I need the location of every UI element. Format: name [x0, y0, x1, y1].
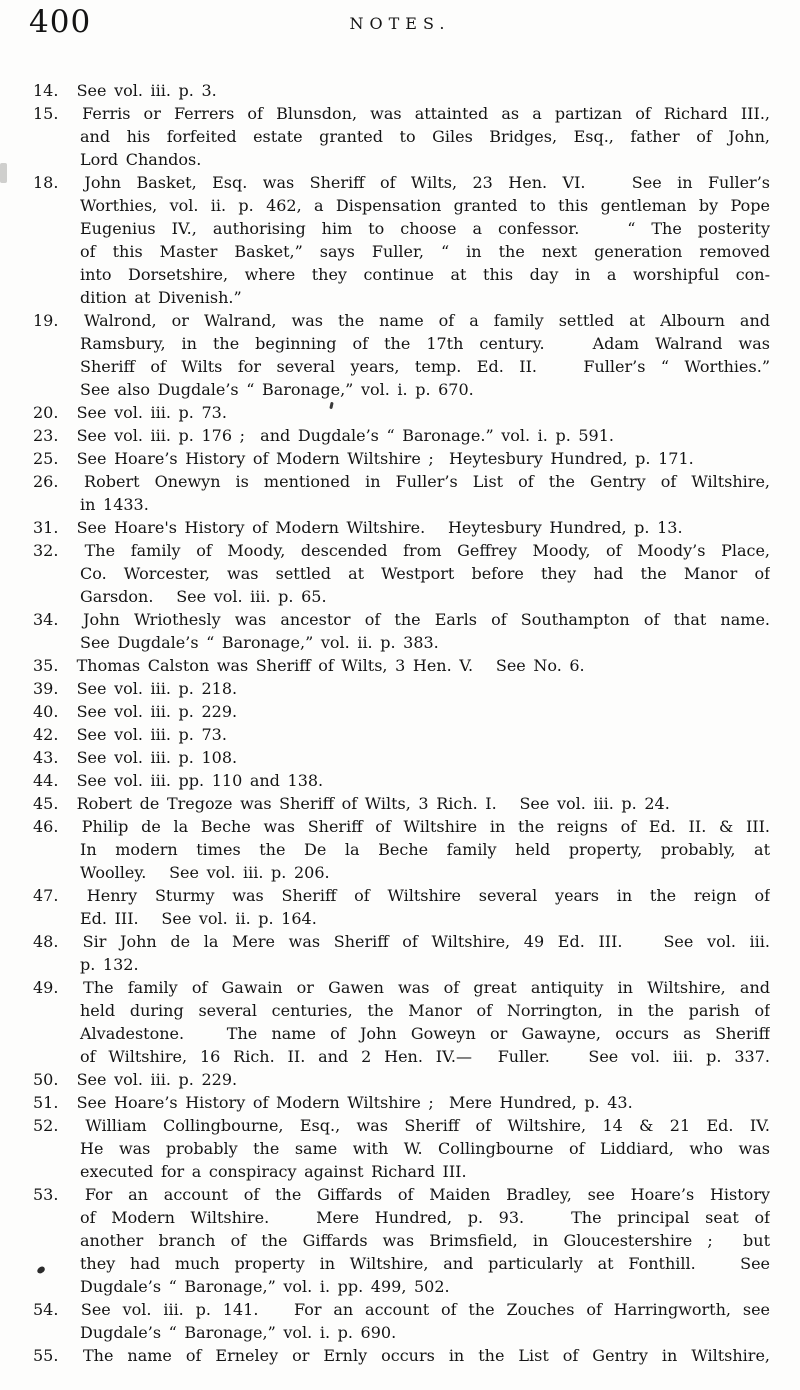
note-line: 39. See vol. iii. p. 218. — [33, 679, 238, 698]
note-line: another branch of the Giffards was Brimsfield, in Gloucestershire ; but — [80, 1231, 770, 1250]
note-line: p. 132. — [80, 955, 139, 974]
note-number: 50. — [33, 1070, 59, 1089]
note-number: 15. — [33, 104, 59, 123]
note-line: 19. Walrond, or Walrand, was the name of a family settled at Albourn and — [33, 311, 770, 330]
note-number: 55. — [33, 1346, 59, 1365]
note-line: Ramsbury, in the beginning of the 17th century. Adam Walrand was — [80, 334, 770, 353]
note-item — [33, 424, 770, 447]
scan-edge-mark-artifact — [0, 163, 7, 183]
note-item — [33, 470, 770, 516]
note-number: 18. — [33, 173, 59, 192]
note-line: 47. Henry Sturmy was Sheriff of Wiltshire several years in the reign of — [33, 886, 770, 905]
note-item — [33, 792, 770, 815]
note-number: 32. — [33, 541, 59, 560]
note-number: 46. — [33, 817, 59, 836]
notes-list — [33, 79, 770, 1367]
note-number: 49. — [33, 978, 59, 997]
note-line: they had much property in Wiltshire, and particularly at Fonthill. See — [80, 1254, 770, 1273]
note-number: 14. — [33, 81, 59, 100]
note-number: 35. — [33, 656, 59, 675]
note-line: 48. Sir John de la Mere was Sheriff of Wiltshire, 49 Ed. III. See vol. iii. — [33, 932, 770, 951]
note-line: 14. See vol. iii. p. 3. — [33, 81, 217, 100]
note-line: 42. See vol. iii. p. 73. — [33, 725, 227, 744]
note-number: 47. — [33, 886, 59, 905]
note-line: 18. John Basket, Esq. was Sheriff of Wilts, 23 Hen. VI. See in Fuller’s — [33, 173, 770, 192]
note-line: in 1433. — [80, 495, 149, 514]
note-line: 34. John Wriothesly was ancestor of the Earls of Southampton of that name. — [33, 610, 770, 629]
note-item — [33, 1091, 770, 1114]
note-item — [33, 1114, 770, 1183]
note-item — [33, 677, 770, 700]
note-line: 46. Philip de la Beche was Sheriff of Wiltshire in the reigns of Ed. II. & III. — [33, 817, 770, 836]
note-line: 20. See vol. iii. p. 73. — [33, 403, 227, 422]
note-number: 44. — [33, 771, 59, 790]
note-number: 23. — [33, 426, 59, 445]
note-number: 54. — [33, 1300, 59, 1319]
note-number: 34. — [33, 610, 59, 629]
note-number: 26. — [33, 472, 59, 491]
note-line: 53. For an account of the Giffards of Maiden Bradley, see Hoare’s History — [33, 1185, 770, 1204]
note-line: 43. See vol. iii. p. 108. — [33, 748, 238, 767]
note-item — [33, 654, 770, 677]
note-item — [33, 1298, 770, 1344]
note-item — [33, 102, 770, 171]
note-line: 32. The family of Moody, descended from Geffrey Moody, of Moody’s Place, — [33, 541, 770, 560]
note-line: 25. See Hoare’s History of Modern Wiltshire ; Heytesbury Hundred, p. 171. — [33, 449, 694, 468]
note-line: See also Dugdale’s “ Baronage,” vol. i. p. 670. — [80, 380, 474, 399]
note-line: of Wiltshire, 16 Rich. II. and 2 Hen. IV.— Fuller. See vol. iii. p. 337. — [80, 1047, 770, 1066]
note-number: 25. — [33, 449, 59, 468]
note-item — [33, 815, 770, 884]
note-item — [33, 930, 770, 976]
note-line: See Dugdale’s “ Baronage,” vol. ii. p. 383. — [80, 633, 439, 652]
note-number: 48. — [33, 932, 59, 951]
note-line: and his forfeited estate granted to Giles Bridges, Esq., father of John, — [80, 127, 770, 146]
note-number: 19. — [33, 311, 59, 330]
note-item — [33, 723, 770, 746]
note-line: 23. See vol. iii. p. 176 ; and Dugdale’s “ Baronage.” vol. i. p. 591. — [33, 426, 614, 445]
note-line: 45. Robert de Tregoze was Sheriff of Wilts, 3 Rich. I. See vol. iii. p. 24. — [33, 794, 670, 813]
note-number: 53. — [33, 1185, 59, 1204]
note-line: 15. Ferris or Ferrers of Blunsdon, was attainted as a partizan of Richard III., — [33, 104, 770, 123]
note-item — [33, 516, 770, 539]
note-line: In modern times the De la Beche family held property, probably, at — [80, 840, 770, 859]
note-line: 52. William Collingbourne, Esq., was Sheriff of Wiltshire, 14 & 21 Ed. IV. — [33, 1116, 770, 1135]
note-item — [33, 1068, 770, 1091]
page-number: 400 — [29, 4, 92, 40]
note-item — [33, 976, 770, 1068]
note-line: 31. See Hoare's History of Modern Wiltshire. Heytesbury Hundred, p. 13. — [33, 518, 683, 537]
note-line: Dugdale’s “ Baronage,” vol. i. pp. 499, 502. — [80, 1277, 450, 1296]
note-line: Alvadestone. The name of John Goweyn or Gawayne, occurs as Sheriff — [80, 1024, 770, 1043]
note-item — [33, 608, 770, 654]
note-number: 51. — [33, 1093, 59, 1112]
note-number: 20. — [33, 403, 59, 422]
note-line: dition at Divenish.” — [80, 288, 242, 307]
note-line: into Dorsetshire, where they continue at this day in a worshipful con- — [80, 265, 770, 284]
note-line: Ed. III. See vol. ii. p. 164. — [80, 909, 317, 928]
note-item — [33, 746, 770, 769]
note-line: 50. See vol. iii. p. 229. — [33, 1070, 238, 1089]
note-item — [33, 309, 770, 401]
note-line: Lord Chandos. — [80, 150, 202, 169]
note-item — [33, 401, 770, 424]
note-line: He was probably the same with W. Collingbourne of Liddiard, who was — [80, 1139, 770, 1158]
note-line: 51. See Hoare’s History of Modern Wiltshire ; Mere Hundred, p. 43. — [33, 1093, 633, 1112]
note-item — [33, 1344, 770, 1367]
note-item — [33, 539, 770, 608]
note-item — [33, 447, 770, 470]
note-number: 43. — [33, 748, 59, 767]
note-line: 35. Thomas Calston was Sheriff of Wilts, 3 Hen. V. See No. 6. — [33, 656, 585, 675]
note-line: 54. See vol. iii. p. 141. For an account of the Zouches of Harringworth, see — [33, 1300, 770, 1319]
note-line: Worthies, vol. ii. p. 462, a Dispensation granted to this gentleman by Pope — [80, 196, 770, 215]
note-number: 45. — [33, 794, 59, 813]
note-line: executed for a conspiracy against Richard III. — [80, 1162, 467, 1181]
note-line: of this Master Basket,” says Fuller, “ in the next generation removed — [80, 242, 770, 261]
note-item — [33, 79, 770, 102]
note-line: 55. The name of Erneley or Ernly occurs in the List of Gentry in Wiltshire, — [33, 1346, 770, 1365]
note-item — [33, 1183, 770, 1298]
note-item — [33, 700, 770, 723]
note-line: 26. Robert Onewyn is mentioned in Fuller’s List of the Gentry of Wiltshire, — [33, 472, 770, 491]
note-number: 42. — [33, 725, 59, 744]
note-number: 40. — [33, 702, 59, 721]
note-item — [33, 171, 770, 309]
note-line: 40. See vol. iii. p. 229. — [33, 702, 238, 721]
note-line: 49. The family of Gawain or Gawen was of great antiquity in Wiltshire, and — [33, 978, 770, 997]
note-line: Woolley. See vol. iii. p. 206. — [80, 863, 330, 882]
note-number: 39. — [33, 679, 59, 698]
note-number: 52. — [33, 1116, 59, 1135]
note-line: Garsdon. See vol. iii. p. 65. — [80, 587, 327, 606]
note-line: Sheriff of Wilts for several years, temp. Ed. II. Fuller’s “ Worthies.” — [80, 357, 770, 376]
note-line: Eugenius IV., authorising him to choose a confessor. “ The posterity — [80, 219, 770, 238]
note-line: Co. Worcester, was settled at Westport before they had the Manor of — [80, 564, 770, 583]
note-number: 31. — [33, 518, 59, 537]
note-item — [33, 769, 770, 792]
note-item — [33, 884, 770, 930]
note-line: Dugdale’s “ Baronage,” vol. i. p. 690. — [80, 1323, 397, 1342]
note-line: 44. See vol. iii. pp. 110 and 138. — [33, 771, 324, 790]
note-line: held during several centuries, the Manor of Norrington, in the parish of — [80, 1001, 770, 1020]
note-line: of Modern Wiltshire. Mere Hundred, p. 93. The principal seat of — [80, 1208, 770, 1227]
page-title: NOTES. — [349, 14, 451, 33]
